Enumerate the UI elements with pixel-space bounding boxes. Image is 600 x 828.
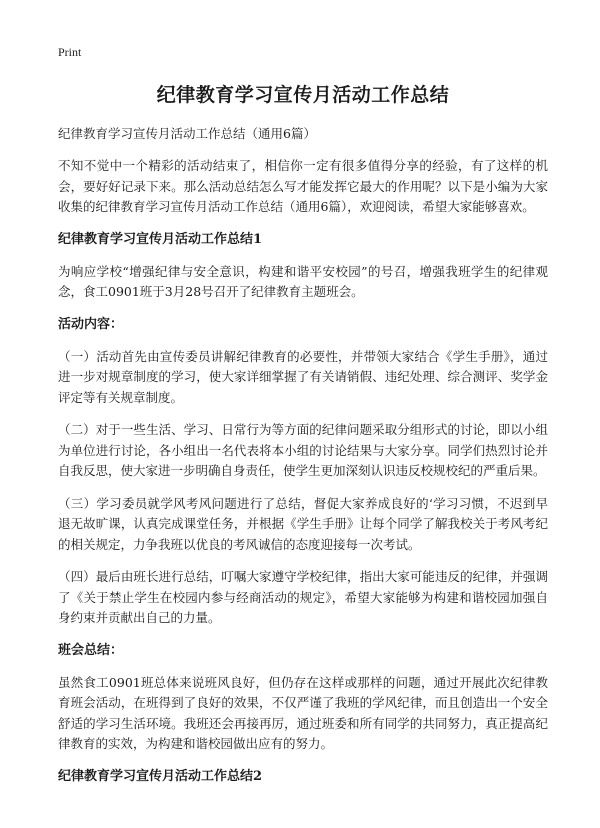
page-title: 纪律教育学习宣传月活动工作总结	[156, 84, 450, 106]
document-subtitle: 纪律教育学习宣传月活动工作总结（通用6篇）	[58, 126, 316, 141]
activity-item-3: （三）学习委员就学风考风问题进行了总结，督促大家养成良好的‘学习习惯，不迟到早退无故旷课，认真完成课堂任务，并根据《学生手册》让每个同学了解我校关于考风考纪的相关规定，力争我班以优良的考风诚信的态度迎接每一次考试。	[58, 495, 548, 552]
activity-item-2: （二）对于一些生活、学习、日常行为等方面的纪律问题采取分组形式的讨论，即以小组为单位进行讨论，各小组出一名代表将本小组的讨论结果与大家分享。同学们热烈讨论并自我反思，使大家进一步明确自身责任，使学生更加深刻认识违反校规校纪的严重后果。	[58, 422, 548, 478]
summary-heading: 班会总结：	[58, 642, 124, 658]
section1-paragraph: 为响应学校“增强纪律与安全意识，构建和谐平安校园”的号召，增强我班学生的纪律观念，食工0901班于3月28号召开了纪律教育主题班会。	[58, 263, 548, 299]
activity-item-4: （四）最后由班长进行总结，叮嘱大家遵守学校纪律，指出大家可能违反的纪律，并强调了《关于禁止学生在校园内参与经商活动的规定》，希望大家能够为构建和谐校园加强自身约束并贡献出自己的力量。	[58, 569, 548, 625]
summary-paragraph: 虽然食工0901班总体来说班风良好，但仍存在这样或那样的问题，通过开展此次纪律教育班会活动，在班得到了良好的效果，不仅严谨了我班的学风纪律，而且创造出一个安全舒适的学习生活环境。我班还会再接再厉，通过班委和所有同学的共同努力，真正提高纪律教育的实效，为构建和谐校园做出应有的努力。	[58, 674, 548, 751]
section-heading-1: 纪律教育学习宣传月活动工作总结1	[58, 231, 263, 247]
activity-item-1: （一）活动首先由宣传委员讲解纪律教育的必要性，并带领大家结合《学生手册》，通过进一步对规章制度的学习，使大家详细掌握了有关请销假、违纪处理、综合测评、奖学金评定等有关规章制度。	[58, 348, 548, 405]
section-heading-2: 纪律教育学习宣传月活动工作总结2	[58, 768, 263, 784]
print-link[interactable]: Print	[58, 45, 82, 59]
activity-heading: 活动内容：	[58, 316, 124, 332]
intro-paragraph: 不知不觉中一个精彩的活动结束了，相信你一定有很多值得分享的经验，有了这样的机会，要好好记录下来。那么活动总结怎么写才能发挥它最大的作用呢？以下是小编为大家收集的纪律教育学习宣传月活动工作总结（通用6篇），欢迎阅读，希望大家能够喜欢。	[58, 158, 548, 214]
